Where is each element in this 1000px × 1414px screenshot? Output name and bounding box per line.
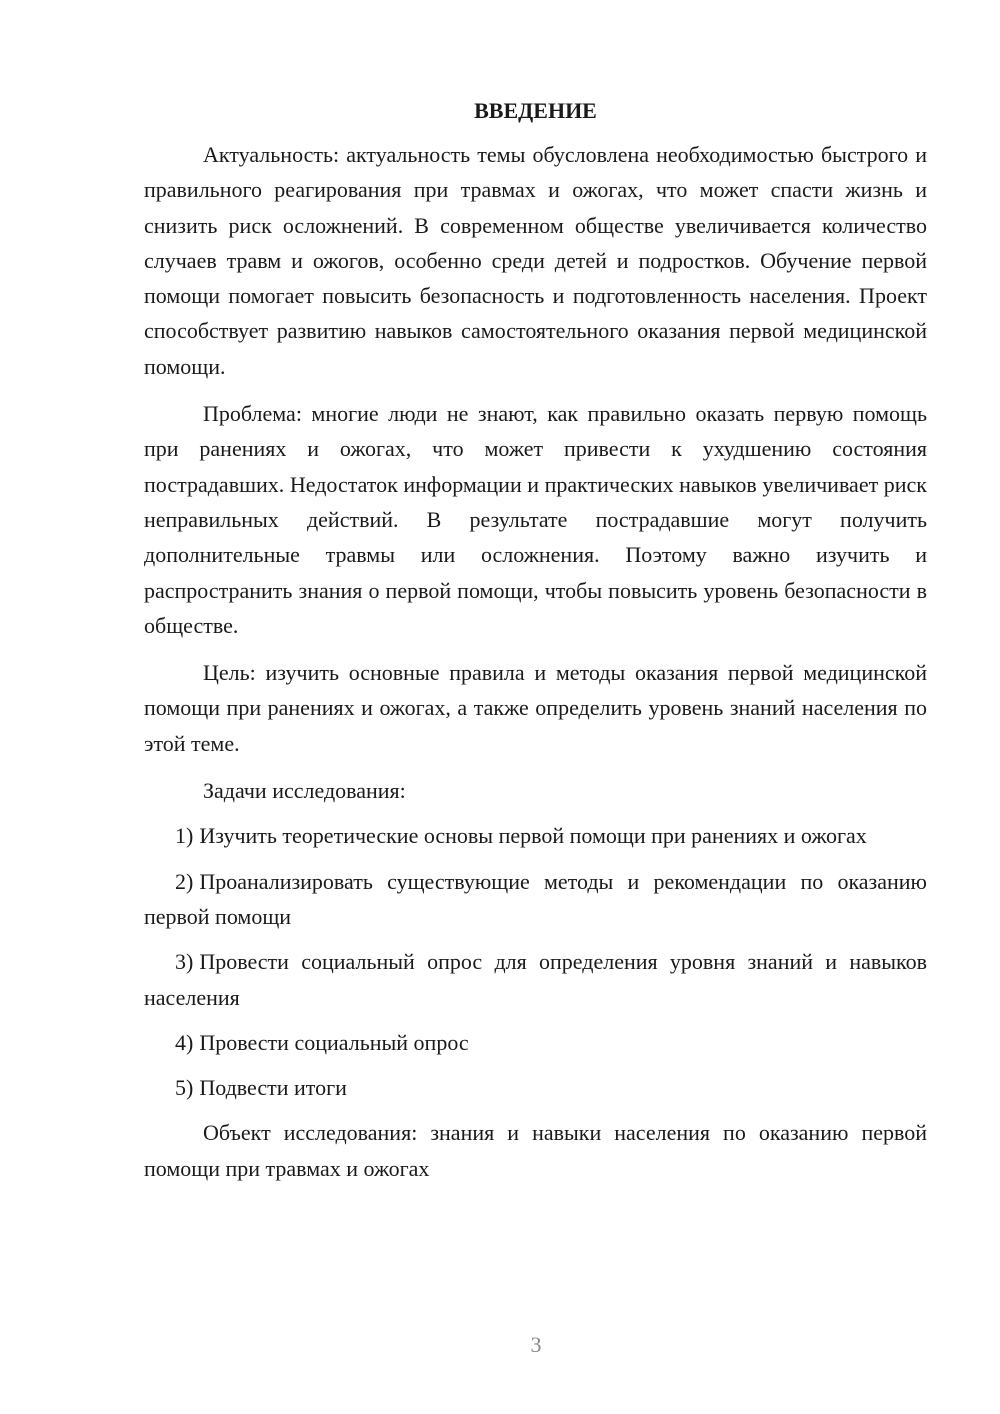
task-number: 5)	[175, 1075, 194, 1101]
object-paragraph: Объект исследования: знания и навыки населения по оказанию первой помощи при травмах и ожогах	[144, 1120, 927, 1181]
task-item	[144, 818, 927, 853]
problem-paragraph: Проблема: многие люди не знают, как правильно оказать первую помощь при ранениях и ожогах, что может привести к ухудшению состояния пострадавших. Недостаток информации и практических навыков увеличивает риск неправильных действий. В результате пострадавшие могут получить дополнительные травмы или осложнения. Поэтому важно изучить и распространить знания о первой помощи, чтобы повысить уровень безопасности в обществе.	[144, 401, 927, 638]
task-item	[144, 1070, 927, 1105]
task-number: 2)	[175, 868, 194, 894]
task-number: 1)	[175, 823, 194, 849]
task-item	[144, 1025, 927, 1060]
task-number: 4)	[175, 1029, 194, 1055]
goal-paragraph: Цель: изучить основные правила и методы оказания первой медицинской помощи при ранениях и ожогах, а также определить уровень знаний населения по этой теме.	[144, 660, 927, 756]
tasks-heading: Задачи исследования:	[203, 778, 406, 804]
task-text: Подвести итоги	[199, 1075, 347, 1101]
page-title: ВВЕДЕНИЕ	[474, 98, 597, 123]
page-content	[144, 93, 927, 1198]
task-text: Провести социальный опрос	[199, 1029, 469, 1055]
page-number: 3	[530, 1332, 542, 1357]
task-number: 3)	[175, 949, 194, 975]
task-item	[144, 864, 927, 935]
task-text: Провести социальный опрос для определения уровня знаний и навыков населения	[144, 949, 927, 1010]
relevance-paragraph: Актуальность: актуальность темы обусловлена необходимостью быстрого и правильного реагирования при травмах и ожогах, что может спасти жизнь и снизить риск осложнений. В современном обществе увеличивается количество случаев травм и ожогов, особенно среди детей и подростков. Обучение первой помощи помогает повысить безопасность и подготовленность населения. Проект способствует развитию навыков самостоятельного оказания первой медицинской помощи.	[144, 142, 927, 379]
task-text: Проанализировать существующие методы и рекомендации по оказанию первой помощи	[144, 868, 927, 929]
task-item	[144, 944, 927, 1015]
task-text: Изучить теоретические основы первой помощи при ранениях и ожогах	[199, 823, 867, 849]
